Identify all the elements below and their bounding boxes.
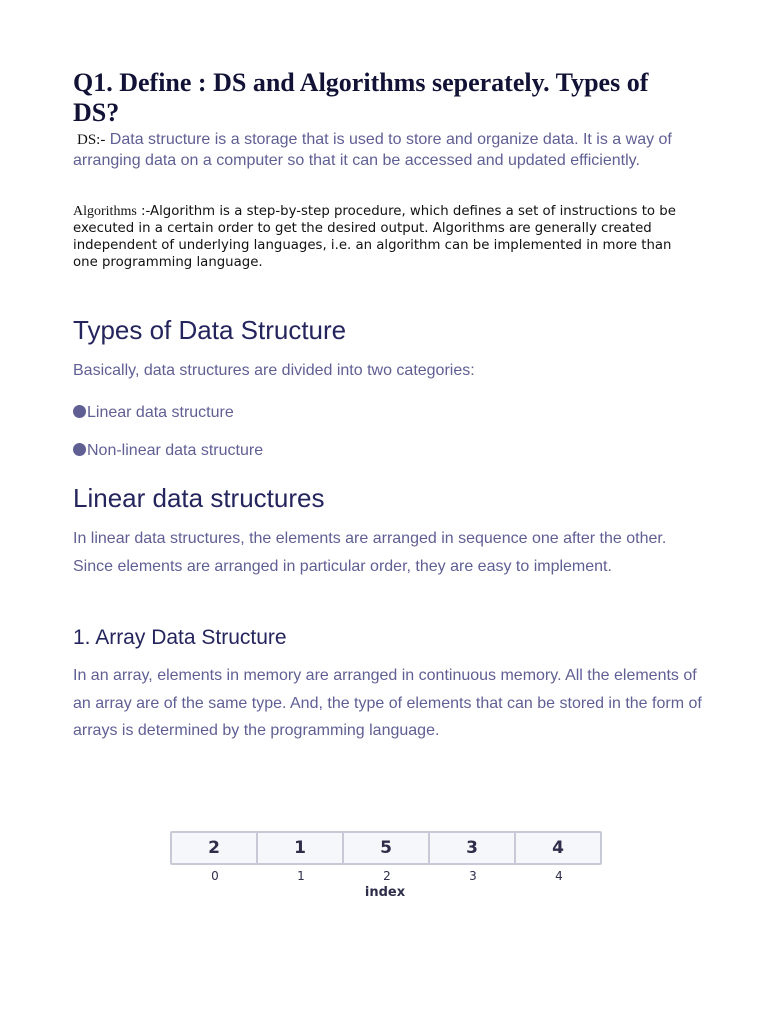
array-cell: 1: [258, 833, 344, 863]
linear-heading: Linear data structures: [73, 483, 325, 513]
array-index: 2: [383, 869, 391, 883]
array-indices: [172, 869, 602, 883]
array-diagram: [170, 831, 600, 911]
bullet-dot-icon: [73, 443, 86, 456]
bullet-item: [73, 403, 234, 423]
array-index: 3: [469, 869, 477, 883]
array-cell: 3: [430, 833, 516, 863]
algorithm-term: Algorithms: [73, 204, 137, 219]
ds-definition: [73, 130, 698, 170]
array-index: 4: [555, 869, 563, 883]
bullet-text: Non-linear data structure: [87, 442, 264, 459]
ds-term: DS:-: [77, 132, 106, 148]
array-text: In an array, elements in memory are arranged in continuous memory. All the elements of an array are of the same type. And, the type of elements that can be stored in the form of arrays is determined by the programming language.: [73, 667, 702, 739]
types-intro: Basically, data structures are divided into two categories:: [73, 362, 475, 379]
types-heading: Types of Data Structure: [73, 315, 347, 345]
array-cell: 2: [172, 833, 258, 863]
algorithm-definition: [73, 203, 698, 271]
bullet-dot-icon: [73, 405, 86, 418]
array-cells: [170, 831, 602, 865]
array-cell: 4: [552, 838, 564, 858]
algorithm-definition-text: :-Algorithm is a step-by-step procedure, which defines a set of instructions to be executed in a certain order to get the desired output. Algorithms are generally created independent of underlying languages, i.e. an algorithm can be implemented in more than one programming language.: [73, 204, 676, 270]
index-label: index: [364, 885, 406, 900]
linear-text: In linear data structures, the elements are arranged in sequence one after the other. Since elements are arranged in particular order, they are easy to implement.: [73, 530, 667, 575]
bullet-text: Linear data structure: [87, 404, 234, 421]
array-heading: 1. Array Data Structure: [73, 626, 287, 649]
bullet-item: [73, 441, 263, 461]
question-title: Q1. Define : DS and Algorithms seperately. Types of DS?: [73, 68, 649, 127]
array-index: 0: [211, 869, 219, 883]
ds-definition-text: Data structure is a storage that is used to store and organize data. It is a way of arranging data on a computer so that it can be accessed and updated efficiently.: [73, 131, 672, 169]
array-index: 1: [297, 869, 305, 883]
array-cell: 5: [344, 833, 430, 863]
